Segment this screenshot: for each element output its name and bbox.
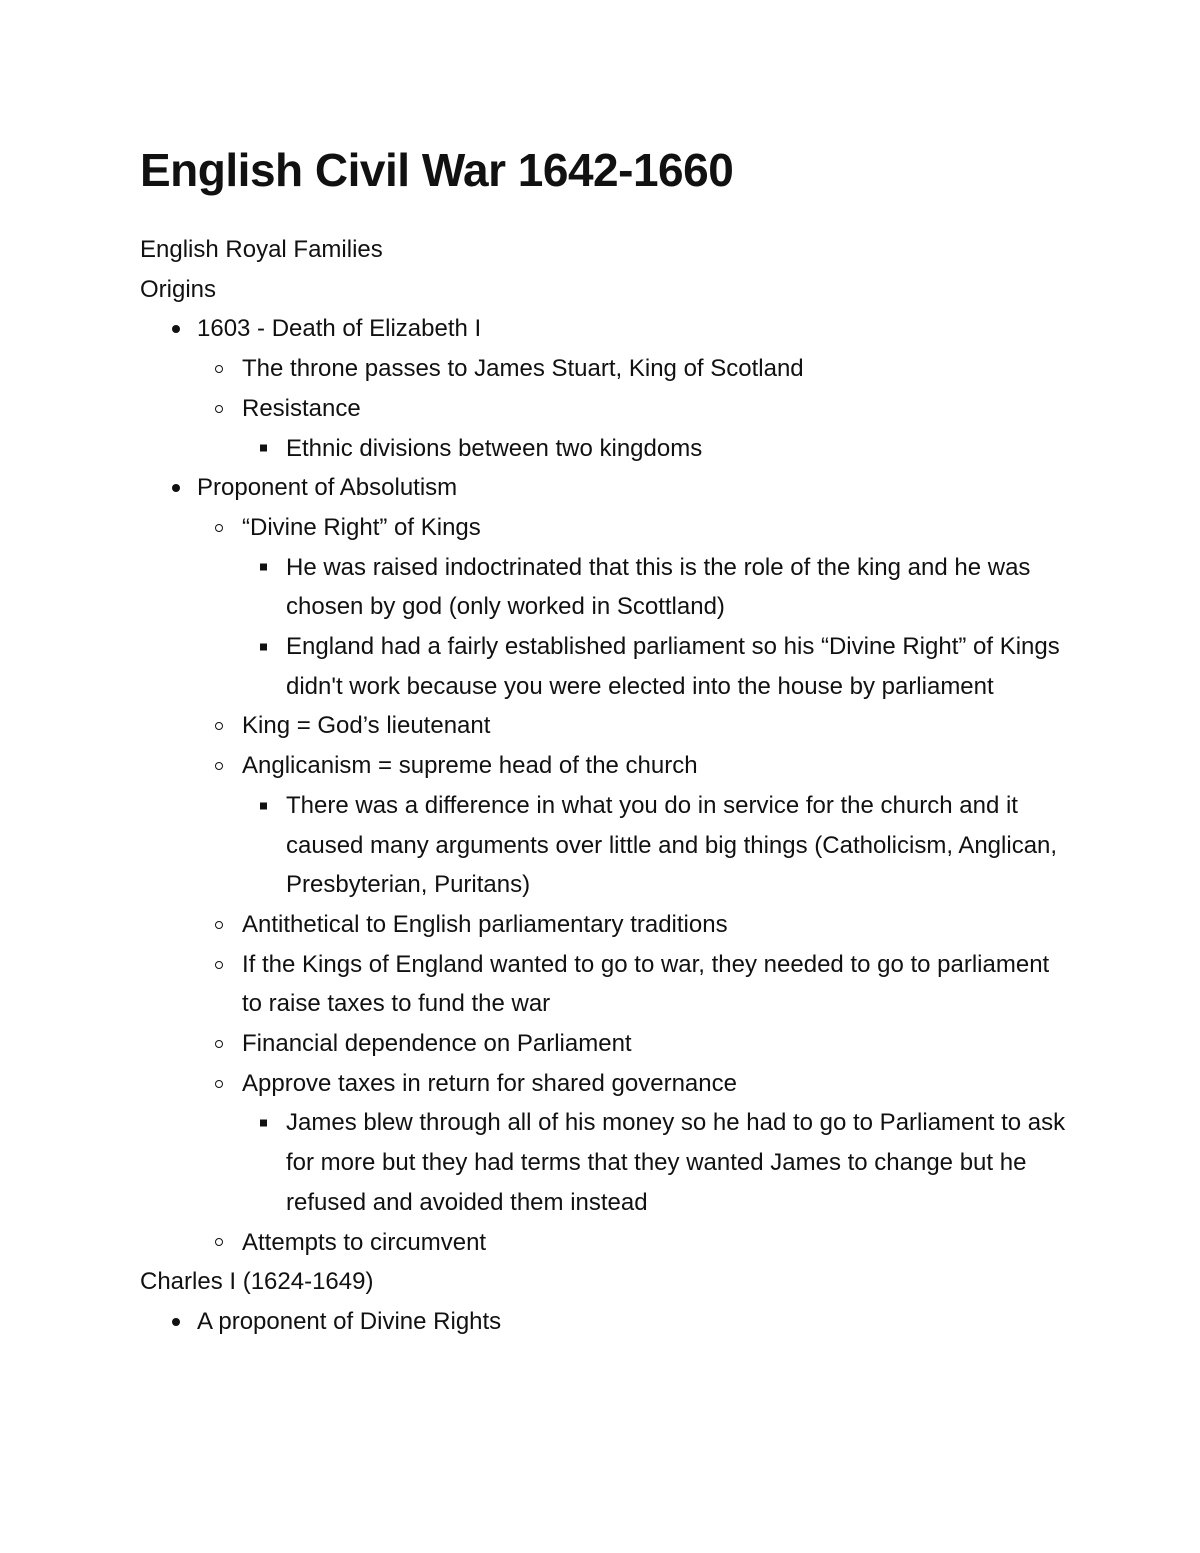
list-item: [140, 429, 1070, 469]
bullet-circle-icon: [215, 349, 229, 389]
list-item: [140, 468, 1070, 508]
list-item: [140, 1064, 1070, 1104]
list-item-text: The throne passes to James Stuart, King of Scotland: [242, 355, 804, 383]
list-item: [140, 706, 1070, 746]
list-item: [140, 548, 1070, 627]
list-item-text: Approve taxes in return for shared governance: [242, 1069, 737, 1097]
bullet-disc-icon: [172, 468, 186, 508]
page-title: English Civil War 1642-1660: [140, 144, 734, 196]
bullet-circle-icon: [215, 706, 229, 746]
list-item-text: “Divine Right” of Kings: [242, 513, 481, 541]
list-item: [140, 746, 1070, 786]
list-item-text: If the Kings of England wanted to go to war, they needed to go to parliament to raise taxes to fund the war: [242, 950, 1050, 1018]
bullet-square-icon: [260, 786, 274, 826]
bullet-circle-icon: [215, 746, 229, 786]
list-item-text: Anglicanism = supreme head of the church: [242, 752, 698, 780]
bullet-circle-icon: [215, 508, 229, 548]
bullet-disc-icon: [172, 1302, 186, 1342]
bullet-circle-icon: [215, 1064, 229, 1104]
list-item-text: James blew through all of his money so he had to go to Parliament to ask for more but they had terms that they wanted James to change but he refused and avoided them instead: [286, 1109, 1066, 1216]
bullet-disc-icon: [172, 309, 186, 349]
list-item: [140, 627, 1070, 706]
list-item: [140, 1024, 1070, 1064]
bullet-square-icon: [260, 548, 274, 588]
bullet-circle-icon: [215, 905, 229, 945]
heading-charles: Charles I (1624-1649): [140, 1268, 374, 1296]
list-item-text: Antithetical to English parliamentary traditions: [242, 910, 728, 938]
list-item: [140, 389, 1070, 429]
bullet-circle-icon: [215, 1223, 229, 1263]
list-item: [140, 786, 1070, 905]
heading-royal-families: English Royal Families: [140, 236, 383, 263]
list-item: [140, 349, 1070, 389]
list-item-text: There was a difference in what you do in service for the church and it caused many arguments over little and big things (Catholicism, Anglican, Presbyterian, Puritans): [286, 791, 1058, 899]
list-item: [140, 1103, 1070, 1222]
bullet-square-icon: [260, 1103, 274, 1143]
bullet-circle-icon: [215, 945, 229, 985]
heading-origins: Origins: [140, 275, 217, 303]
list-item-text: 1603 - Death of Elizabeth I: [197, 315, 482, 343]
list-item-text: Ethnic divisions between two kingdoms: [286, 434, 703, 462]
bullet-square-icon: [260, 429, 274, 469]
list-item: [140, 905, 1070, 945]
list-item-text: Financial dependence on Parliament: [242, 1030, 632, 1058]
list-item-text: Attempts to circumvent: [242, 1228, 487, 1256]
origins-list: [140, 309, 1070, 1262]
list-item: [140, 945, 1070, 1024]
notes-body: [140, 230, 1070, 1342]
list-item: [140, 1223, 1070, 1263]
list-item-text: King = God’s lieutenant: [242, 712, 491, 740]
list-item-text: A proponent of Divine Rights: [197, 1307, 502, 1335]
list-item-text: He was raised indoctrinated that this is the role of the king and he was chosen by god (only worked in Scottland): [286, 553, 1031, 621]
list-item-text: Resistance: [242, 394, 361, 422]
list-item-text: Proponent of Absolutism: [197, 474, 458, 502]
charles-list: [140, 1302, 1070, 1342]
list-item-text: England had a fairly established parliament so his “Divine Right” of Kings didn't work because you were elected into the house by parliament: [286, 633, 1060, 700]
bullet-square-icon: [260, 627, 274, 667]
bullet-circle-icon: [215, 389, 229, 429]
bullet-circle-icon: [215, 1024, 229, 1064]
list-item: [140, 1302, 1070, 1342]
list-item: [140, 309, 1070, 349]
list-item: [140, 508, 1070, 548]
